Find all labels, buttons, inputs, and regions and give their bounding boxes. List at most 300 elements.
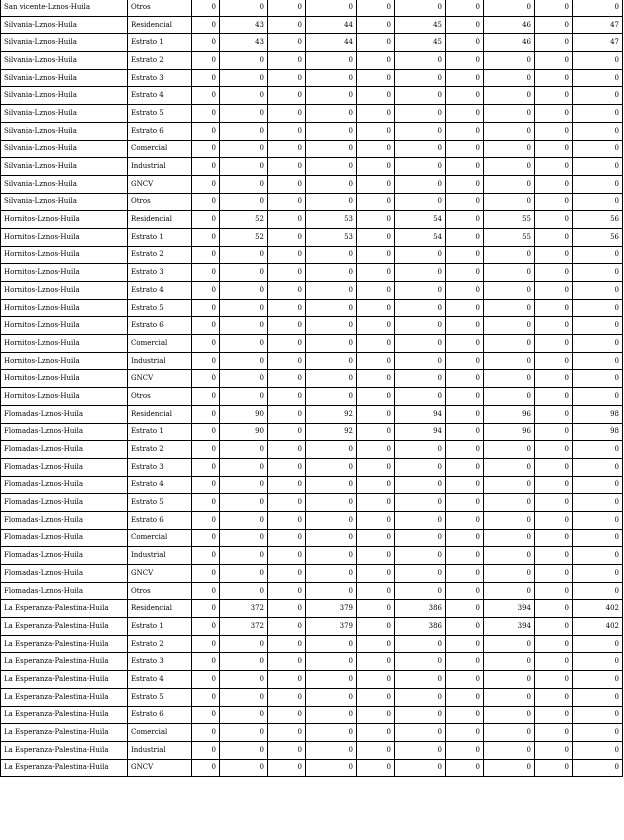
- category-cell: Estrato 4: [128, 87, 192, 105]
- value-cell: 0: [484, 105, 535, 123]
- value-cell: 54: [395, 211, 446, 229]
- value-cell: 0: [268, 158, 306, 176]
- value-cell: 44: [306, 16, 357, 34]
- value-cell: 0: [573, 458, 623, 476]
- category-cell: Estrato 6: [128, 317, 192, 335]
- value-cell: 0: [357, 476, 395, 494]
- value-cell: 0: [535, 423, 573, 441]
- value-cell: 46: [484, 16, 535, 34]
- value-cell: 0: [395, 759, 446, 777]
- value-cell: 0: [192, 405, 220, 423]
- category-cell: Industrial: [128, 741, 192, 759]
- value-cell: 0: [306, 264, 357, 282]
- value-cell: 98: [573, 405, 623, 423]
- value-cell: 0: [357, 582, 395, 600]
- value-cell: 0: [268, 140, 306, 158]
- value-cell: 0: [192, 494, 220, 512]
- value-cell: 0: [192, 600, 220, 618]
- location-cell: La Esperanza-Palestina-Huila: [1, 741, 128, 759]
- value-cell: 0: [573, 635, 623, 653]
- value-cell: 0: [192, 688, 220, 706]
- value-cell: 0: [484, 635, 535, 653]
- value-cell: 0: [192, 317, 220, 335]
- value-cell: 0: [220, 87, 268, 105]
- table-row: [1, 16, 623, 34]
- location-cell: Silvania-Lznos-Huila: [1, 158, 128, 176]
- category-cell: Estrato 1: [128, 34, 192, 52]
- value-cell: 0: [484, 458, 535, 476]
- category-cell: Estrato 5: [128, 494, 192, 512]
- value-cell: 0: [268, 246, 306, 264]
- value-cell: 0: [306, 688, 357, 706]
- value-cell: 0: [268, 211, 306, 229]
- value-cell: 0: [446, 511, 484, 529]
- value-cell: 0: [192, 565, 220, 583]
- location-cell: Flomadas-Lznos-Huila: [1, 547, 128, 565]
- value-cell: 0: [535, 317, 573, 335]
- value-cell: 52: [220, 228, 268, 246]
- category-cell: Estrato 3: [128, 264, 192, 282]
- category-cell: Estrato 3: [128, 653, 192, 671]
- value-cell: 0: [306, 458, 357, 476]
- value-cell: 402: [573, 618, 623, 636]
- value-cell: 402: [573, 600, 623, 618]
- value-cell: 0: [573, 529, 623, 547]
- value-cell: 0: [535, 759, 573, 777]
- value-cell: 0: [357, 228, 395, 246]
- table-row: [1, 299, 623, 317]
- table-row: [1, 476, 623, 494]
- value-cell: 0: [535, 122, 573, 140]
- value-cell: 53: [306, 228, 357, 246]
- value-cell: 386: [395, 618, 446, 636]
- value-cell: 0: [220, 175, 268, 193]
- value-cell: 0: [192, 388, 220, 406]
- value-cell: 0: [573, 688, 623, 706]
- value-cell: 0: [357, 635, 395, 653]
- category-cell: GNCV: [128, 175, 192, 193]
- value-cell: 0: [573, 317, 623, 335]
- value-cell: 0: [573, 494, 623, 512]
- value-cell: 96: [484, 423, 535, 441]
- value-cell: 53: [306, 211, 357, 229]
- location-cell: La Esperanza-Palestina-Huila: [1, 618, 128, 636]
- value-cell: 0: [192, 299, 220, 317]
- location-cell: La Esperanza-Palestina-Huila: [1, 706, 128, 724]
- table-row: [1, 653, 623, 671]
- value-cell: 0: [357, 282, 395, 300]
- value-cell: 0: [268, 458, 306, 476]
- category-cell: Estrato 2: [128, 635, 192, 653]
- value-cell: 0: [484, 582, 535, 600]
- value-cell: 0: [395, 635, 446, 653]
- value-cell: 0: [220, 741, 268, 759]
- value-cell: 0: [395, 105, 446, 123]
- location-cell: Silvania-Lznos-Huila: [1, 16, 128, 34]
- location-cell: Hornitos-Lznos-Huila: [1, 388, 128, 406]
- value-cell: 0: [484, 352, 535, 370]
- value-cell: 0: [357, 105, 395, 123]
- value-cell: 0: [268, 317, 306, 335]
- category-cell: Estrato 2: [128, 246, 192, 264]
- value-cell: 0: [573, 441, 623, 459]
- value-cell: 0: [395, 741, 446, 759]
- value-cell: 0: [192, 547, 220, 565]
- value-cell: 0: [268, 423, 306, 441]
- value-cell: 0: [192, 441, 220, 459]
- location-cell: La Esperanza-Palestina-Huila: [1, 653, 128, 671]
- value-cell: 0: [220, 565, 268, 583]
- value-cell: 0: [573, 724, 623, 742]
- value-cell: 0: [192, 52, 220, 70]
- location-cell: Hornitos-Lznos-Huila: [1, 370, 128, 388]
- value-cell: 0: [220, 582, 268, 600]
- value-cell: 0: [306, 547, 357, 565]
- value-cell: 0: [306, 529, 357, 547]
- value-cell: 0: [268, 618, 306, 636]
- value-cell: 0: [484, 441, 535, 459]
- value-cell: 0: [573, 582, 623, 600]
- value-cell: 0: [446, 370, 484, 388]
- value-cell: 45: [395, 34, 446, 52]
- value-cell: 0: [484, 476, 535, 494]
- value-cell: 0: [306, 511, 357, 529]
- value-cell: 0: [357, 547, 395, 565]
- value-cell: 0: [395, 458, 446, 476]
- value-cell: 372: [220, 618, 268, 636]
- category-cell: Estrato 4: [128, 671, 192, 689]
- value-cell: 0: [306, 635, 357, 653]
- value-cell: 0: [395, 547, 446, 565]
- value-cell: 0: [446, 565, 484, 583]
- value-cell: 0: [192, 335, 220, 353]
- value-cell: 0: [446, 441, 484, 459]
- value-cell: 0: [535, 582, 573, 600]
- value-cell: 0: [395, 370, 446, 388]
- value-cell: 0: [395, 529, 446, 547]
- value-cell: 0: [535, 264, 573, 282]
- value-cell: 0: [573, 335, 623, 353]
- value-cell: 0: [395, 582, 446, 600]
- value-cell: 0: [484, 671, 535, 689]
- value-cell: 0: [268, 299, 306, 317]
- value-cell: 0: [395, 246, 446, 264]
- value-cell: 0: [220, 529, 268, 547]
- value-cell: 0: [535, 299, 573, 317]
- value-cell: 0: [220, 476, 268, 494]
- value-cell: 0: [484, 370, 535, 388]
- location-cell: San vicente-Lznos-Huila: [1, 0, 128, 16]
- value-cell: 0: [484, 759, 535, 777]
- value-cell: 0: [395, 282, 446, 300]
- value-cell: 0: [535, 458, 573, 476]
- value-cell: 56: [573, 211, 623, 229]
- value-cell: 55: [484, 228, 535, 246]
- value-cell: 372: [220, 600, 268, 618]
- value-cell: 0: [573, 122, 623, 140]
- category-cell: Estrato 1: [128, 228, 192, 246]
- value-cell: 0: [192, 706, 220, 724]
- value-cell: 0: [395, 299, 446, 317]
- table-row: [1, 724, 623, 742]
- location-cell: Silvania-Lznos-Huila: [1, 175, 128, 193]
- location-cell: Hornitos-Lznos-Huila: [1, 317, 128, 335]
- value-cell: 0: [446, 494, 484, 512]
- value-cell: 0: [535, 211, 573, 229]
- value-cell: 0: [192, 175, 220, 193]
- value-cell: 0: [357, 600, 395, 618]
- value-cell: 0: [357, 724, 395, 742]
- value-cell: 0: [573, 547, 623, 565]
- value-cell: 0: [484, 69, 535, 87]
- value-cell: 0: [220, 706, 268, 724]
- category-cell: Comercial: [128, 140, 192, 158]
- category-cell: Residencial: [128, 405, 192, 423]
- value-cell: 394: [484, 600, 535, 618]
- location-cell: Silvania-Lznos-Huila: [1, 87, 128, 105]
- table-row: [1, 423, 623, 441]
- category-cell: Estrato 5: [128, 105, 192, 123]
- category-cell: Comercial: [128, 724, 192, 742]
- value-cell: 46: [484, 34, 535, 52]
- location-cell: Hornitos-Lznos-Huila: [1, 246, 128, 264]
- table-row: [1, 87, 623, 105]
- value-cell: 0: [306, 175, 357, 193]
- value-cell: 0: [535, 618, 573, 636]
- table-row: [1, 706, 623, 724]
- value-cell: 90: [220, 423, 268, 441]
- value-cell: 0: [192, 140, 220, 158]
- value-cell: 0: [535, 34, 573, 52]
- value-cell: 0: [446, 282, 484, 300]
- category-cell: Residencial: [128, 600, 192, 618]
- value-cell: 0: [395, 653, 446, 671]
- table-row: [1, 52, 623, 70]
- value-cell: 0: [220, 69, 268, 87]
- value-cell: 0: [306, 741, 357, 759]
- value-cell: 379: [306, 600, 357, 618]
- location-cell: Flomadas-Lznos-Huila: [1, 494, 128, 512]
- location-cell: La Esperanza-Palestina-Huila: [1, 671, 128, 689]
- location-cell: Silvania-Lznos-Huila: [1, 140, 128, 158]
- value-cell: 45: [395, 16, 446, 34]
- value-cell: 0: [357, 441, 395, 459]
- value-cell: 0: [357, 317, 395, 335]
- location-cell: Flomadas-Lznos-Huila: [1, 582, 128, 600]
- value-cell: 0: [446, 759, 484, 777]
- value-cell: 0: [306, 69, 357, 87]
- value-cell: 0: [573, 175, 623, 193]
- value-cell: 0: [306, 193, 357, 211]
- value-cell: 0: [395, 158, 446, 176]
- value-cell: 0: [446, 105, 484, 123]
- value-cell: 0: [220, 635, 268, 653]
- value-cell: 0: [446, 335, 484, 353]
- value-cell: 0: [573, 352, 623, 370]
- value-cell: 0: [306, 52, 357, 70]
- value-cell: 0: [535, 352, 573, 370]
- value-cell: 0: [446, 158, 484, 176]
- value-cell: 0: [535, 388, 573, 406]
- table-row: [1, 600, 623, 618]
- value-cell: 0: [446, 317, 484, 335]
- value-cell: 0: [220, 671, 268, 689]
- value-cell: 0: [484, 653, 535, 671]
- category-cell: Industrial: [128, 547, 192, 565]
- category-cell: GNCV: [128, 759, 192, 777]
- location-cell: Silvania-Lznos-Huila: [1, 52, 128, 70]
- value-cell: 0: [446, 600, 484, 618]
- value-cell: 0: [192, 618, 220, 636]
- value-cell: 0: [268, 547, 306, 565]
- value-cell: 0: [192, 671, 220, 689]
- value-cell: 0: [573, 706, 623, 724]
- value-cell: 0: [357, 140, 395, 158]
- value-cell: 0: [573, 388, 623, 406]
- value-cell: 0: [192, 458, 220, 476]
- category-cell: Estrato 1: [128, 423, 192, 441]
- value-cell: 0: [484, 724, 535, 742]
- location-cell: La Esperanza-Palestina-Huila: [1, 635, 128, 653]
- value-cell: 54: [395, 228, 446, 246]
- value-cell: 0: [306, 140, 357, 158]
- table-row: [1, 618, 623, 636]
- value-cell: 0: [268, 122, 306, 140]
- value-cell: 0: [306, 158, 357, 176]
- value-cell: 0: [535, 476, 573, 494]
- value-cell: 0: [446, 122, 484, 140]
- value-cell: 0: [357, 688, 395, 706]
- value-cell: 0: [192, 476, 220, 494]
- value-cell: 0: [395, 352, 446, 370]
- value-cell: 0: [192, 582, 220, 600]
- table-row: [1, 458, 623, 476]
- value-cell: 96: [484, 405, 535, 423]
- value-cell: 0: [573, 193, 623, 211]
- value-cell: 0: [484, 158, 535, 176]
- category-cell: Comercial: [128, 335, 192, 353]
- value-cell: 0: [446, 706, 484, 724]
- value-cell: 0: [306, 335, 357, 353]
- value-cell: 0: [268, 335, 306, 353]
- location-cell: Hornitos-Lznos-Huila: [1, 352, 128, 370]
- value-cell: 0: [573, 0, 623, 16]
- value-cell: 94: [395, 405, 446, 423]
- table-row: [1, 405, 623, 423]
- value-cell: 0: [192, 193, 220, 211]
- value-cell: 0: [484, 388, 535, 406]
- value-cell: 0: [192, 529, 220, 547]
- value-cell: 0: [268, 494, 306, 512]
- value-cell: 0: [357, 34, 395, 52]
- value-cell: 0: [268, 16, 306, 34]
- value-cell: 0: [446, 476, 484, 494]
- value-cell: 94: [395, 423, 446, 441]
- value-cell: 0: [395, 264, 446, 282]
- category-cell: Otros: [128, 582, 192, 600]
- value-cell: 0: [268, 706, 306, 724]
- value-cell: 0: [573, 370, 623, 388]
- value-cell: 0: [192, 105, 220, 123]
- value-cell: 92: [306, 405, 357, 423]
- value-cell: 0: [573, 759, 623, 777]
- table-row: [1, 370, 623, 388]
- value-cell: 0: [220, 335, 268, 353]
- value-cell: 0: [573, 246, 623, 264]
- location-cell: Flomadas-Lznos-Huila: [1, 511, 128, 529]
- value-cell: 0: [220, 388, 268, 406]
- value-cell: 0: [484, 282, 535, 300]
- location-cell: Flomadas-Lznos-Huila: [1, 405, 128, 423]
- value-cell: 0: [395, 388, 446, 406]
- location-cell: La Esperanza-Palestina-Huila: [1, 688, 128, 706]
- value-cell: 52: [220, 211, 268, 229]
- category-cell: Industrial: [128, 352, 192, 370]
- location-cell: Hornitos-Lznos-Huila: [1, 282, 128, 300]
- value-cell: 0: [446, 193, 484, 211]
- table-row: [1, 317, 623, 335]
- value-cell: 0: [306, 105, 357, 123]
- value-cell: 0: [446, 547, 484, 565]
- value-cell: 0: [446, 228, 484, 246]
- table-row: [1, 441, 623, 459]
- value-cell: 0: [484, 246, 535, 264]
- value-cell: 0: [484, 122, 535, 140]
- value-cell: 0: [192, 69, 220, 87]
- value-cell: 0: [573, 140, 623, 158]
- value-cell: 0: [446, 529, 484, 547]
- value-cell: 0: [220, 441, 268, 459]
- value-cell: 0: [306, 370, 357, 388]
- value-cell: 0: [395, 122, 446, 140]
- value-cell: 0: [446, 724, 484, 742]
- value-cell: 0: [535, 370, 573, 388]
- value-cell: 0: [192, 228, 220, 246]
- value-cell: 0: [306, 653, 357, 671]
- value-cell: 0: [357, 175, 395, 193]
- value-cell: 379: [306, 618, 357, 636]
- value-cell: 0: [484, 494, 535, 512]
- value-cell: 0: [446, 299, 484, 317]
- value-cell: 0: [268, 264, 306, 282]
- value-cell: 0: [484, 193, 535, 211]
- value-cell: 0: [192, 423, 220, 441]
- table-row: [1, 529, 623, 547]
- category-cell: Otros: [128, 388, 192, 406]
- value-cell: 0: [357, 246, 395, 264]
- table-row: [1, 352, 623, 370]
- category-cell: Otros: [128, 0, 192, 16]
- value-cell: 0: [535, 635, 573, 653]
- value-cell: 47: [573, 34, 623, 52]
- value-cell: 0: [484, 52, 535, 70]
- value-cell: 0: [268, 565, 306, 583]
- value-cell: 0: [535, 741, 573, 759]
- value-cell: 0: [573, 741, 623, 759]
- value-cell: 0: [220, 122, 268, 140]
- value-cell: 0: [357, 741, 395, 759]
- value-cell: 0: [220, 688, 268, 706]
- value-cell: 0: [268, 688, 306, 706]
- value-cell: 0: [357, 388, 395, 406]
- location-cell: Hornitos-Lznos-Huila: [1, 228, 128, 246]
- value-cell: 0: [306, 122, 357, 140]
- value-cell: 0: [306, 299, 357, 317]
- value-cell: 0: [192, 352, 220, 370]
- value-cell: 0: [573, 653, 623, 671]
- value-cell: 0: [573, 511, 623, 529]
- value-cell: 0: [484, 565, 535, 583]
